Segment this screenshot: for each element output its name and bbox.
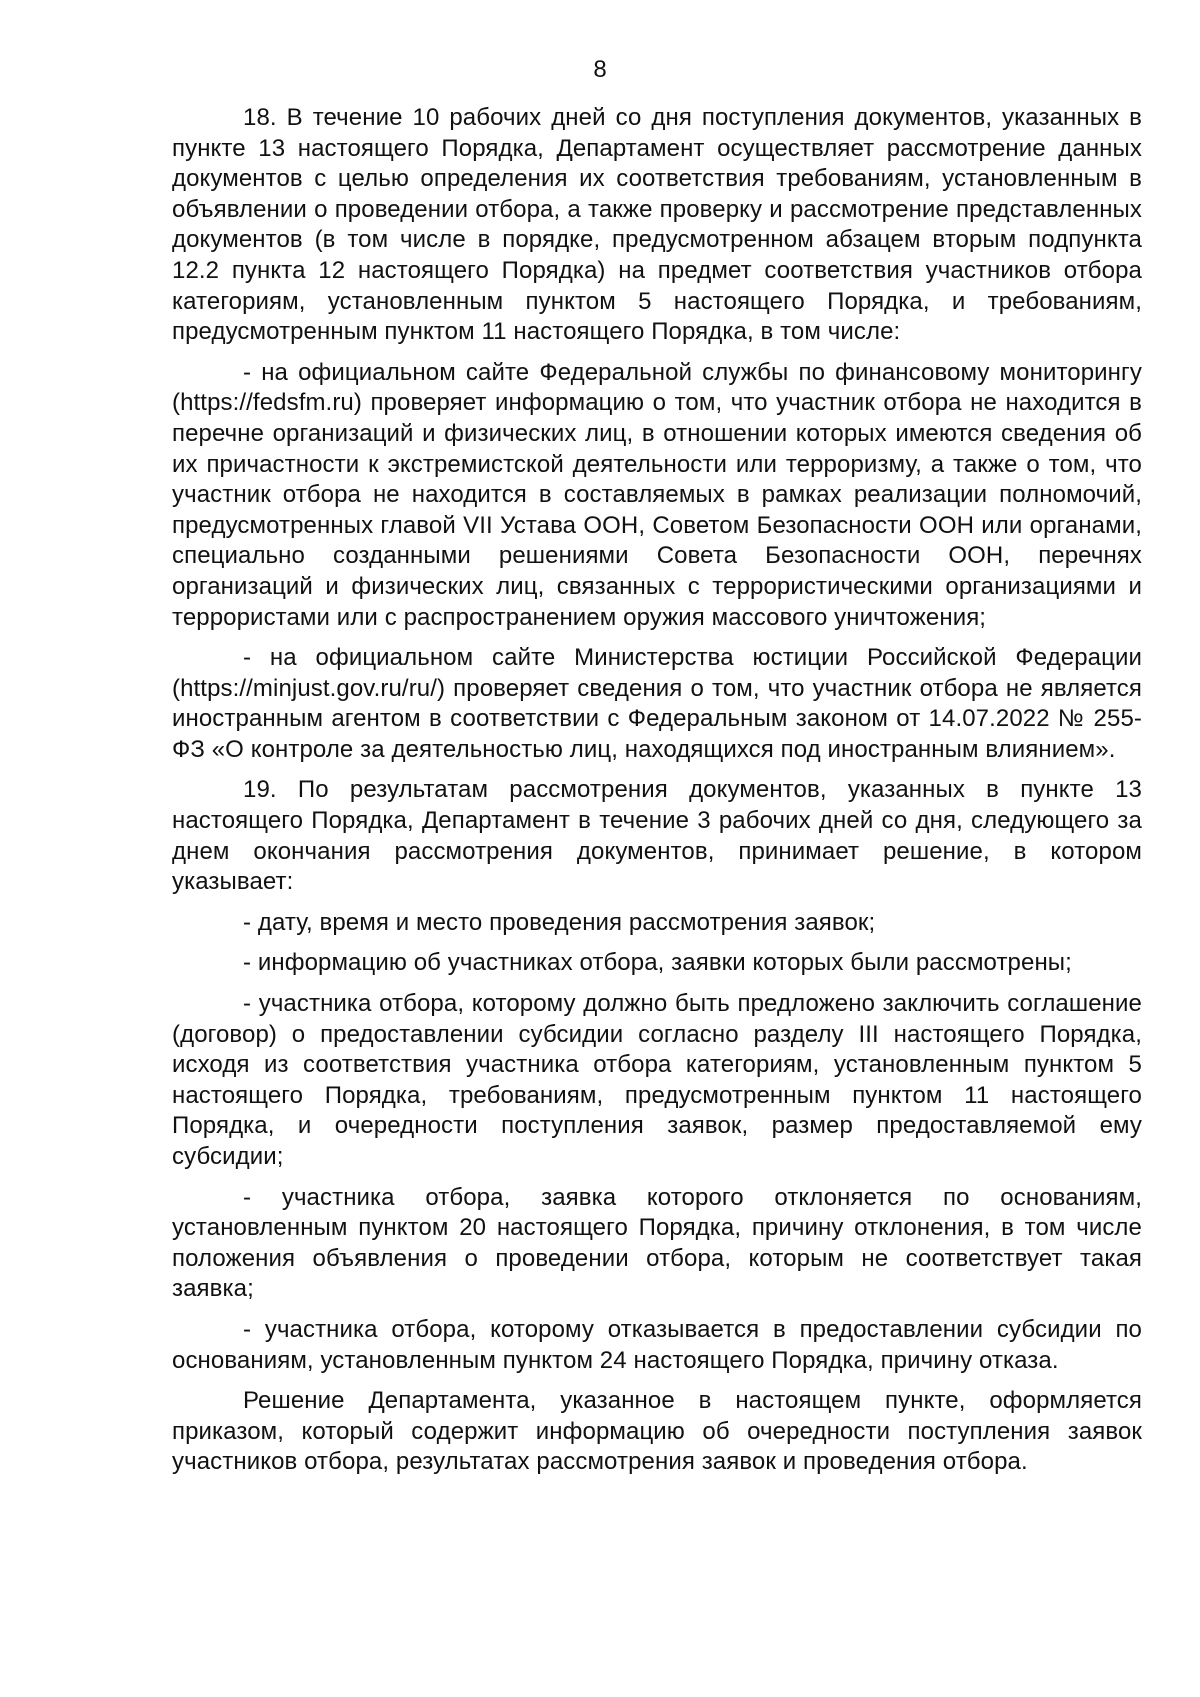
paragraph-decision-order: Решение Департамента, указанное в настоящем пункте, оформляется приказом, который содержит информацию об очередности поступления заявок участников отбора, результатах рассмотрения заявок и проведения отбора. — [172, 1387, 1142, 1476]
paragraph-fedsfm-check: - на официальном сайте Федеральной службы по финансовому мониторингу (https://fedsfm.ru) проверяет информацию о том, что участник отбора не находится в перечне организаций и физических лиц, в отношении которых имеются сведения об их причастности к экстремистской деятельности или терроризму, а также о том, что участник отбора не находится в составляемых в рамках реализации полномочий, предусмотренных главой VII Устава ООН, Советом Безопасности ООН или органами, специально созданными решениями Совета Безопасности ООН, перечнях организаций и физических лиц, связанных с террористическими организациями и террористами или с распространением оружия массового уничтожения; — [172, 358, 1142, 631]
list-item-agreement-participant: - участника отбора, которому должно быть предложено заключить соглашение (договор) о предоставлении субсидии согласно разделу III настоящего Порядка, исходя из соответствия участника отбора категориям, установленным пунктом 5 настоящего Порядка, требованиям, предусмотренным пунктом 11 настоящего Порядка, и очередности поступления заявок, размер предоставляемой ему субсидии; — [172, 990, 1142, 1170]
paragraph-minjust-check: - на официальном сайте Министерства юстиции Российской Федерации (https://minjust.gov.ru/ru/) проверяет сведения о том, что участник отбора не является иностранным агентом в соответствии с Федеральным законом от 14.07.2022 № 255-ФЗ «О контроле за деятельностью лиц, находящихся под иностранным влиянием». — [172, 644, 1142, 763]
list-item-date-time-place: - дату, время и место проведения рассмотрения заявок; — [243, 908, 876, 936]
list-item-refused-subsidy: - участника отбора, которому отказывается в предоставлении субсидии по основаниям, установленным пунктом 24 настоящего Порядка, причину отказа. — [172, 1315, 1142, 1374]
list-item-participants-info: - информацию об участниках отбора, заявки которых были рассмотрены; — [243, 949, 1072, 977]
paragraph-18: 18. В течение 10 рабочих дней со дня поступления документов, указанных в пункте 13 настоящего Порядка, Департамент осуществляет рассмотрение данных документов с целью определения их соответствия требованиям, установленным в объявлении о проведении отбора, а также проверку и рассмотрение представленных документов (в том числе в порядке, предусмотренном абзацем вторым подпункта 12.2 пункта 12 настоящего Порядка) на предмет соответствия участников отбора категориям, установленным пунктом 5 настоящего Порядка, и требованиям, предусмотренным пунктом 11 настоящего Порядка, в том числе: — [172, 104, 1142, 346]
paragraph-19: 19. По результатам рассмотрения документов, указанных в пункте 13 настоящего Порядка, Департамент в течение 3 рабочих дней со дня, следующего за днем окончания рассмотрения документов, принимает решение, в котором указывает: — [172, 776, 1142, 896]
list-item-rejected-application: - участника отбора, заявка которого отклоняется по основаниям, установленным пунктом 20 настоящего Порядка, причину отклонения, в том числе положения объявления о проведении отбора, которым не соответствует такая заявка; — [172, 1183, 1142, 1303]
page-number: 8 — [593, 56, 607, 83]
document-body — [172, 103, 1142, 1488]
